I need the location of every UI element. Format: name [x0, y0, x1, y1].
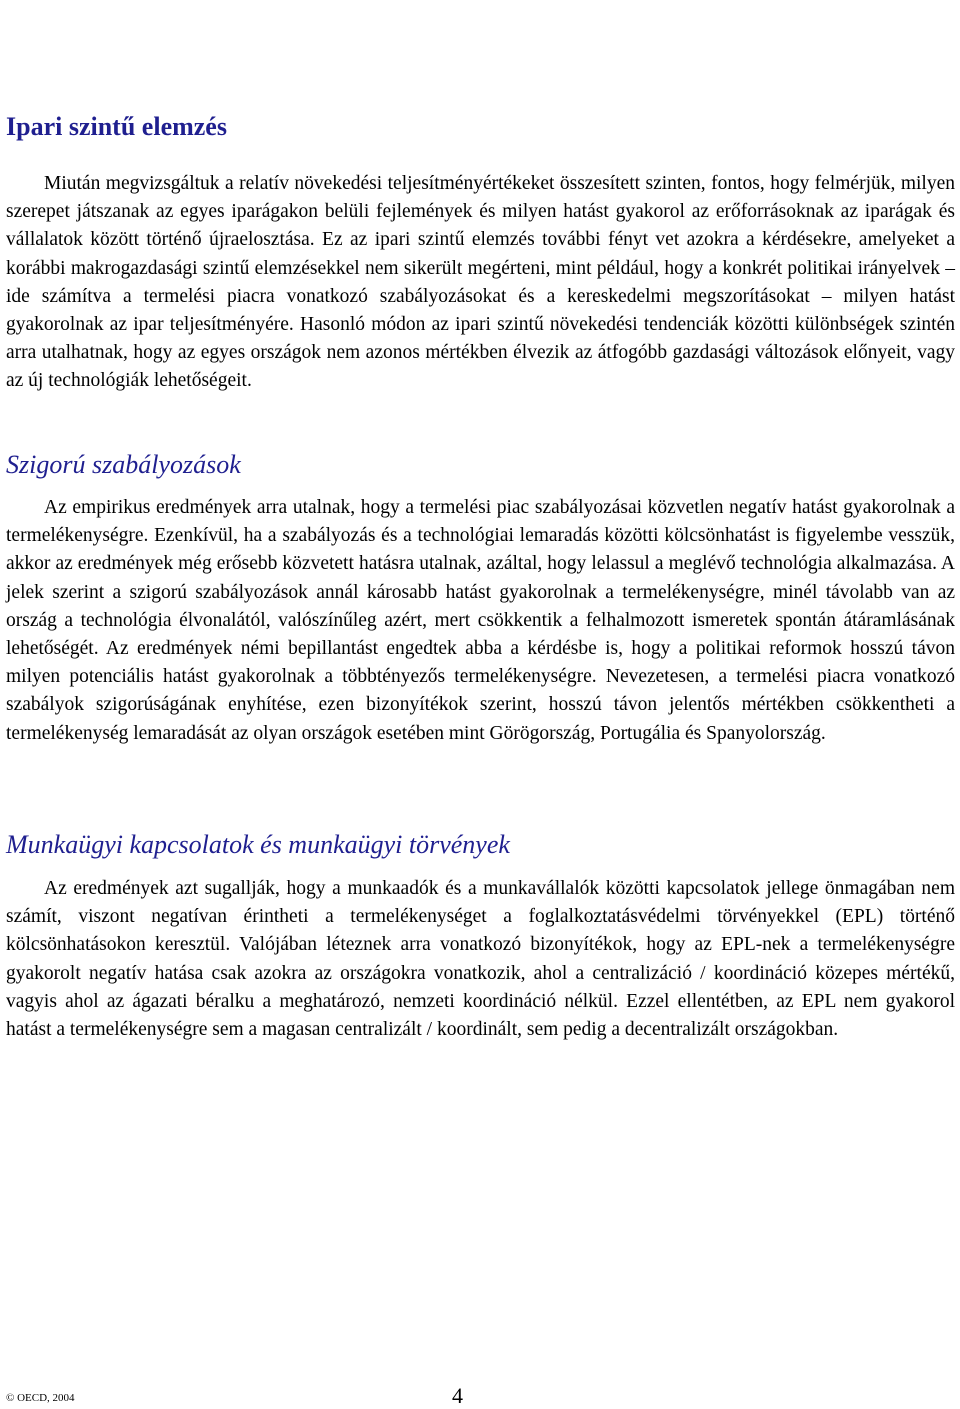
subheading-strict-regulations: Szigorú szabályozások	[6, 450, 241, 479]
section-heading: Ipari szintű elemzés	[6, 112, 227, 141]
page-number: 4	[452, 1383, 463, 1408]
subheading-labour-relations: Munkaügyi kapcsolatok és munkaügyi törvények	[6, 830, 510, 859]
paragraph-industry-analysis: Miután megvizsgáltuk a relatív növekedési teljesítményértékeket összesített szinten, fontos, hogy felmérjük, milyen szerepet játszanak az egyes iparágakon belüli fejlemények és milyen hatást gyakorol az erőforrásoknak az iparágak és vállalatok között történő újraelosztása. Ez az ipari szintű elemzés további fényt vet azokra a kérdésekre, amelyeket a korábbi makrogazdasági szintű elemzésekkel nem sikerült megérteni, mint például, hogy a konkrét politikai irányelvek – ide számítva a termelési piacra vonatkozó szabályozásokat és a kereskedelmi megszorításokat – milyen hatást gyakorolnak az ipar teljesítményére. Hasonló módon az ipari szintű növekedési tendenciák közötti különbségek szintén arra utalhatnak, hogy az egyes országok nem azonos mértékben élvezik az átfogóbb gazdasági változások előnyeit, vagy az új technológiák lehetőségeit.	[6, 173, 955, 392]
paragraph-labour-relations: Az eredmények azt sugallják, hogy a munkaadók és a munkavállalók közötti kapcsolatok jellege önmagában nem számít, viszont negatívan érintheti a termelékenységet a foglalkoztatásvédelmi törvényekkel (EPL) történő kölcsönhatásokon keresztül. Valójában léteznek arra vonatkozó bizonyítékok, hogy az EPL-nek a termelékenységre gyakorolt negatív hatása csak azokra az országokra vonatkozik, ahol a centralizáció / koordináció közepes mértékű, vagyis ahol az ágazati béralku a meghatározó, nemzeti koordináció nélkül. Ezzel ellentétben, az EPL nem gyakorol hatást a termelékenységre sem a magasan centralizált / koordinált, sem pedig a decentralizált országokban.	[6, 878, 955, 1041]
footer-copyright: © OECD, 2004	[6, 1392, 75, 1404]
paragraph-strict-regulations: Az empirikus eredmények arra utalnak, hogy a termelési piac szabályozásai közvetlen negatív hatást gyakorolnak a termelékenységre. Ezenkívül, ha a szabályozás és a technológiai lemaradás közötti kölcsönhatást is figyelembe vesszük, akkor az eredmények még erősebb közvetett hatásra utalnak, azáltal, hogy lelassul a meglévő technológia alkalmazása. A jelek szerint a szigorú szabályozások annál károsabb hatást gyakorolnak a termelékenységre, minél távolabb van az ország a technológia élvonalától, valószínűleg azért, mert csökkentik a felhalmozott ismeretek spontán átáramlásának lehetőségét. Az eredmények némi bepillantást engedtek abba a kérdésbe is, hogy a politikai reformok hosszú távon milyen potenciális hatást gyakorolnak a többtényezős termelékenységre. Nevezetesen, a termelési piacra vonatkozó szabályok szigorúságának enyhítése, ezen bizonyítékok szerint, hosszú távon jelentős mértékben csökkentheti a termelékenység lemaradását az olyan országok esetében mint Görögország, Portugália és Spanyolország.	[6, 497, 955, 744]
